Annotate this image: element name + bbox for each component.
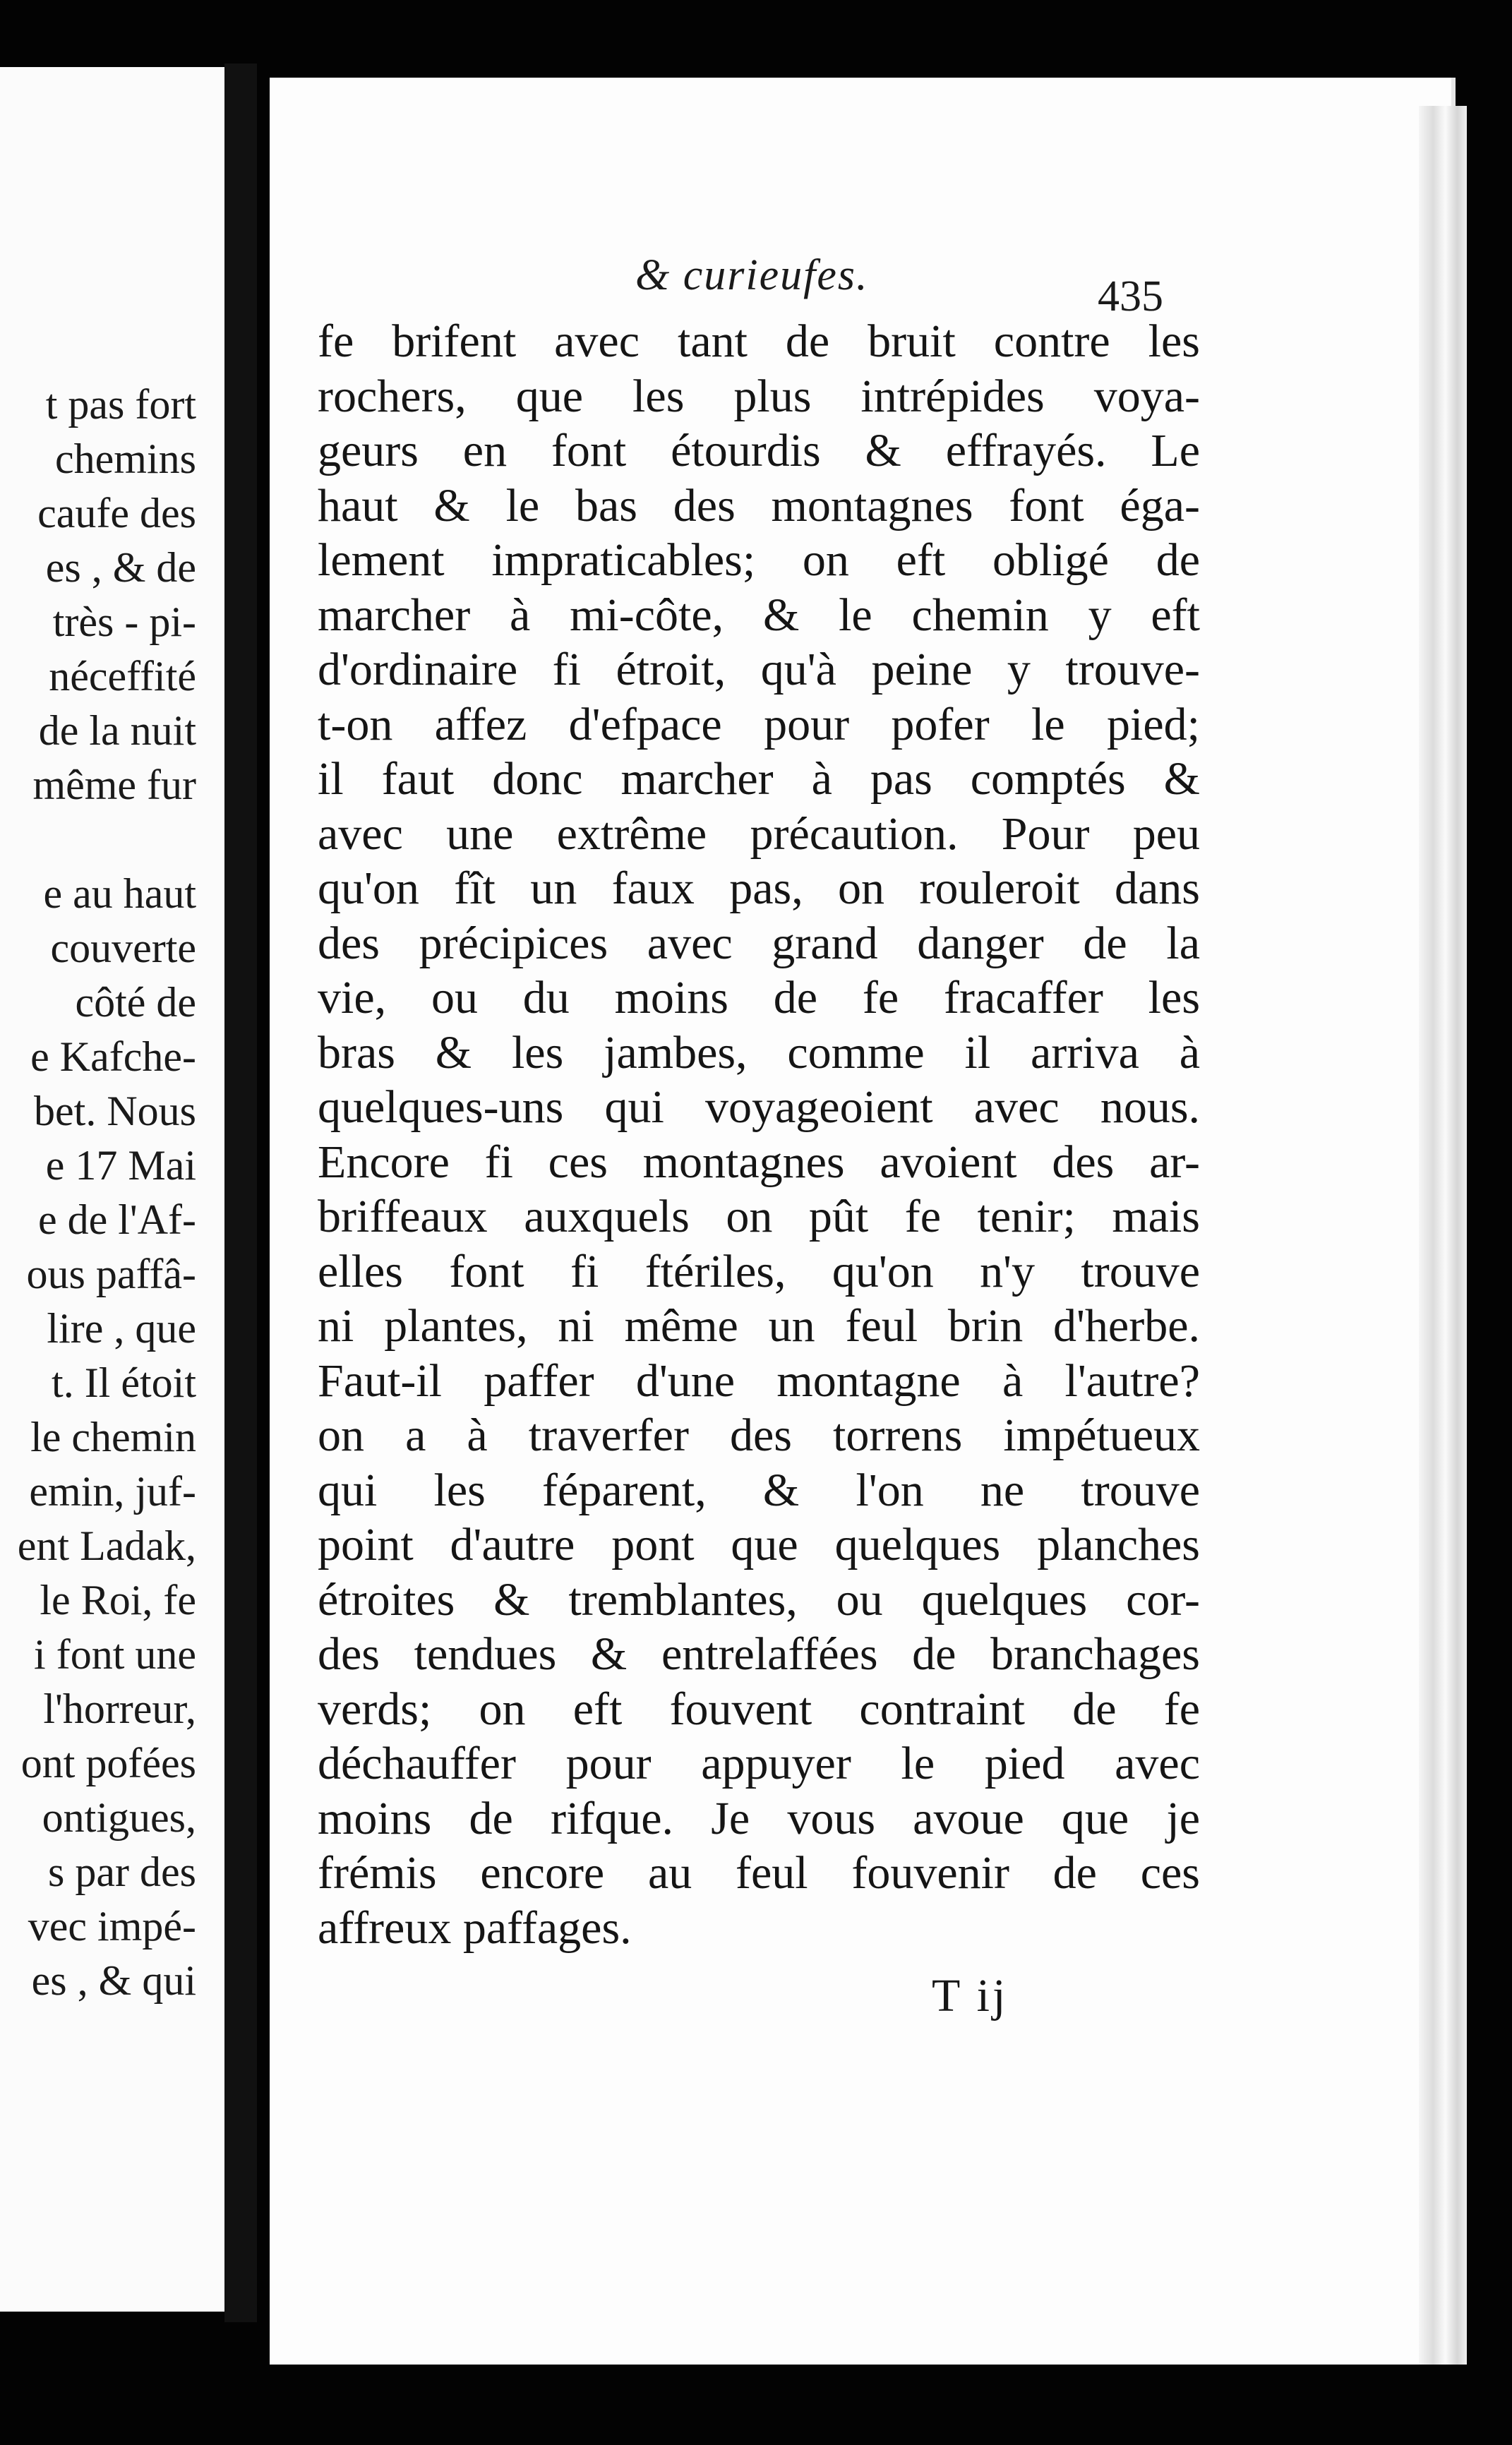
body-line: étroites & tremblantes, ou quelques cor-	[318, 1573, 1200, 1626]
body-line: geurs en font étourdis & effrayés. Le	[318, 425, 1200, 476]
body-line: rochers, que les plus intrépides voya-	[318, 370, 1200, 422]
body-line: moins de rifque. Je vous avoue que je	[318, 1792, 1200, 1844]
left-page-line: bet. Nous	[34, 1088, 196, 1134]
left-page-line: es , & de	[45, 544, 196, 591]
left-page-line: ontigues,	[42, 1794, 196, 1841]
left-page-line	[18, 812, 196, 867]
page-number: 435	[1098, 272, 1163, 320]
page-edge	[1419, 106, 1467, 2365]
body-line: quelques-uns qui voyageoient avec nous.	[318, 1081, 1200, 1133]
body-line: Encore fi ces montagnes avoient des ar-	[318, 1136, 1200, 1188]
left-page-line: caufe des	[37, 490, 196, 536]
left-page-line: e 17 Mai	[45, 1142, 196, 1189]
left-page-line: ont pofées	[20, 1740, 196, 1786]
left-page-line: très - pi-	[52, 599, 196, 645]
body-line: bras & les jambes, comme il arriva à	[318, 1026, 1200, 1079]
body-line: il faut donc marcher à pas comptés &	[318, 753, 1200, 805]
body-line: elles font fi ftériles, qu'on n'y trouve	[318, 1245, 1200, 1297]
signature-mark: T ij	[932, 1970, 1009, 2022]
body-line: briffeaux auxquels on pût fe tenir; mais	[318, 1191, 1200, 1242]
left-page-line: lire , que	[47, 1305, 196, 1352]
left-page-line: t pas fort	[45, 381, 196, 428]
body-line: marcher à mi-côte, & le chemin y eft	[318, 589, 1200, 641]
left-page-line: s par des	[48, 1849, 196, 1895]
body-line: point d'autre pont que quelques planches	[318, 1519, 1200, 1570]
body-line: qu'on fît un faux pas, on rouleroit dans	[318, 863, 1200, 914]
body-line: t-on affez d'efpace pour pofer le pied;	[318, 698, 1200, 750]
body-text	[318, 314, 1200, 1955]
body-line: verds; on eft fouvent contraint de fe	[318, 1683, 1200, 1735]
body-line: haut & le bas des montagnes font éga-	[318, 479, 1200, 531]
left-page-line: e de l'Af-	[37, 1196, 196, 1243]
body-line: affreux paffages.	[318, 1902, 632, 1954]
body-line: frémis encore au feul fouvenir de ces	[318, 1847, 1200, 1899]
left-page-line: vec impé-	[28, 1903, 196, 1950]
left-page-line: es , & qui	[31, 1957, 196, 2004]
running-head: & curieufes.	[635, 251, 869, 299]
left-page-line: chemins	[55, 435, 196, 482]
left-page-line: même fur	[32, 762, 196, 808]
left-page-line: de la nuit	[38, 707, 196, 754]
body-line: fe brifent avec tant de bruit contre les	[318, 316, 1200, 367]
left-page-line: t. Il étoit	[52, 1359, 196, 1406]
body-line: des précipices avec grand danger de la	[318, 917, 1200, 969]
left-page-line: le Roi, fe	[40, 1577, 196, 1623]
left-page-text	[18, 378, 196, 2008]
left-page-line: e au haut	[43, 870, 196, 917]
left-page-line: néceffité	[49, 653, 196, 699]
body-line: déchauffer pour appuyer le pied avec	[318, 1738, 1200, 1789]
body-line: des tendues & entrelaffées de branchages	[318, 1628, 1200, 1680]
body-line: lement impraticables; on eft obligé de	[318, 534, 1200, 586]
left-page-line: i font une	[34, 1631, 196, 1678]
body-line: ni plantes, ni même un feul brin d'herbe.	[318, 1300, 1200, 1352]
left-page-line: ent Ladak,	[17, 1522, 196, 1569]
left-page-line: couverte	[50, 925, 196, 971]
body-line: d'ordinaire fi étroit, qu'à peine y trouve-	[318, 644, 1200, 695]
left-page-line: l'horreur,	[43, 1686, 196, 1732]
body-line: on a à traverfer des torrens impétueux	[318, 1410, 1200, 1461]
left-page-line: le chemin	[30, 1414, 196, 1460]
body-line: vie, ou du moins de fe fracaffer les	[318, 972, 1200, 1023]
body-line: qui les féparent, & l'on ne trouve	[318, 1464, 1200, 1516]
left-page-line: côté de	[75, 979, 196, 1026]
body-line: avec une extrême précaution. Pour peu	[318, 807, 1200, 860]
left-page-line: ous paffâ-	[26, 1251, 196, 1297]
left-page	[0, 67, 228, 2312]
body-line: Faut-il paffer d'une montagne à l'autre?	[318, 1354, 1200, 1407]
left-page-line: e Kafche-	[30, 1033, 196, 1080]
left-page-line: emin, juf-	[29, 1468, 196, 1515]
book-gutter	[224, 64, 257, 2322]
